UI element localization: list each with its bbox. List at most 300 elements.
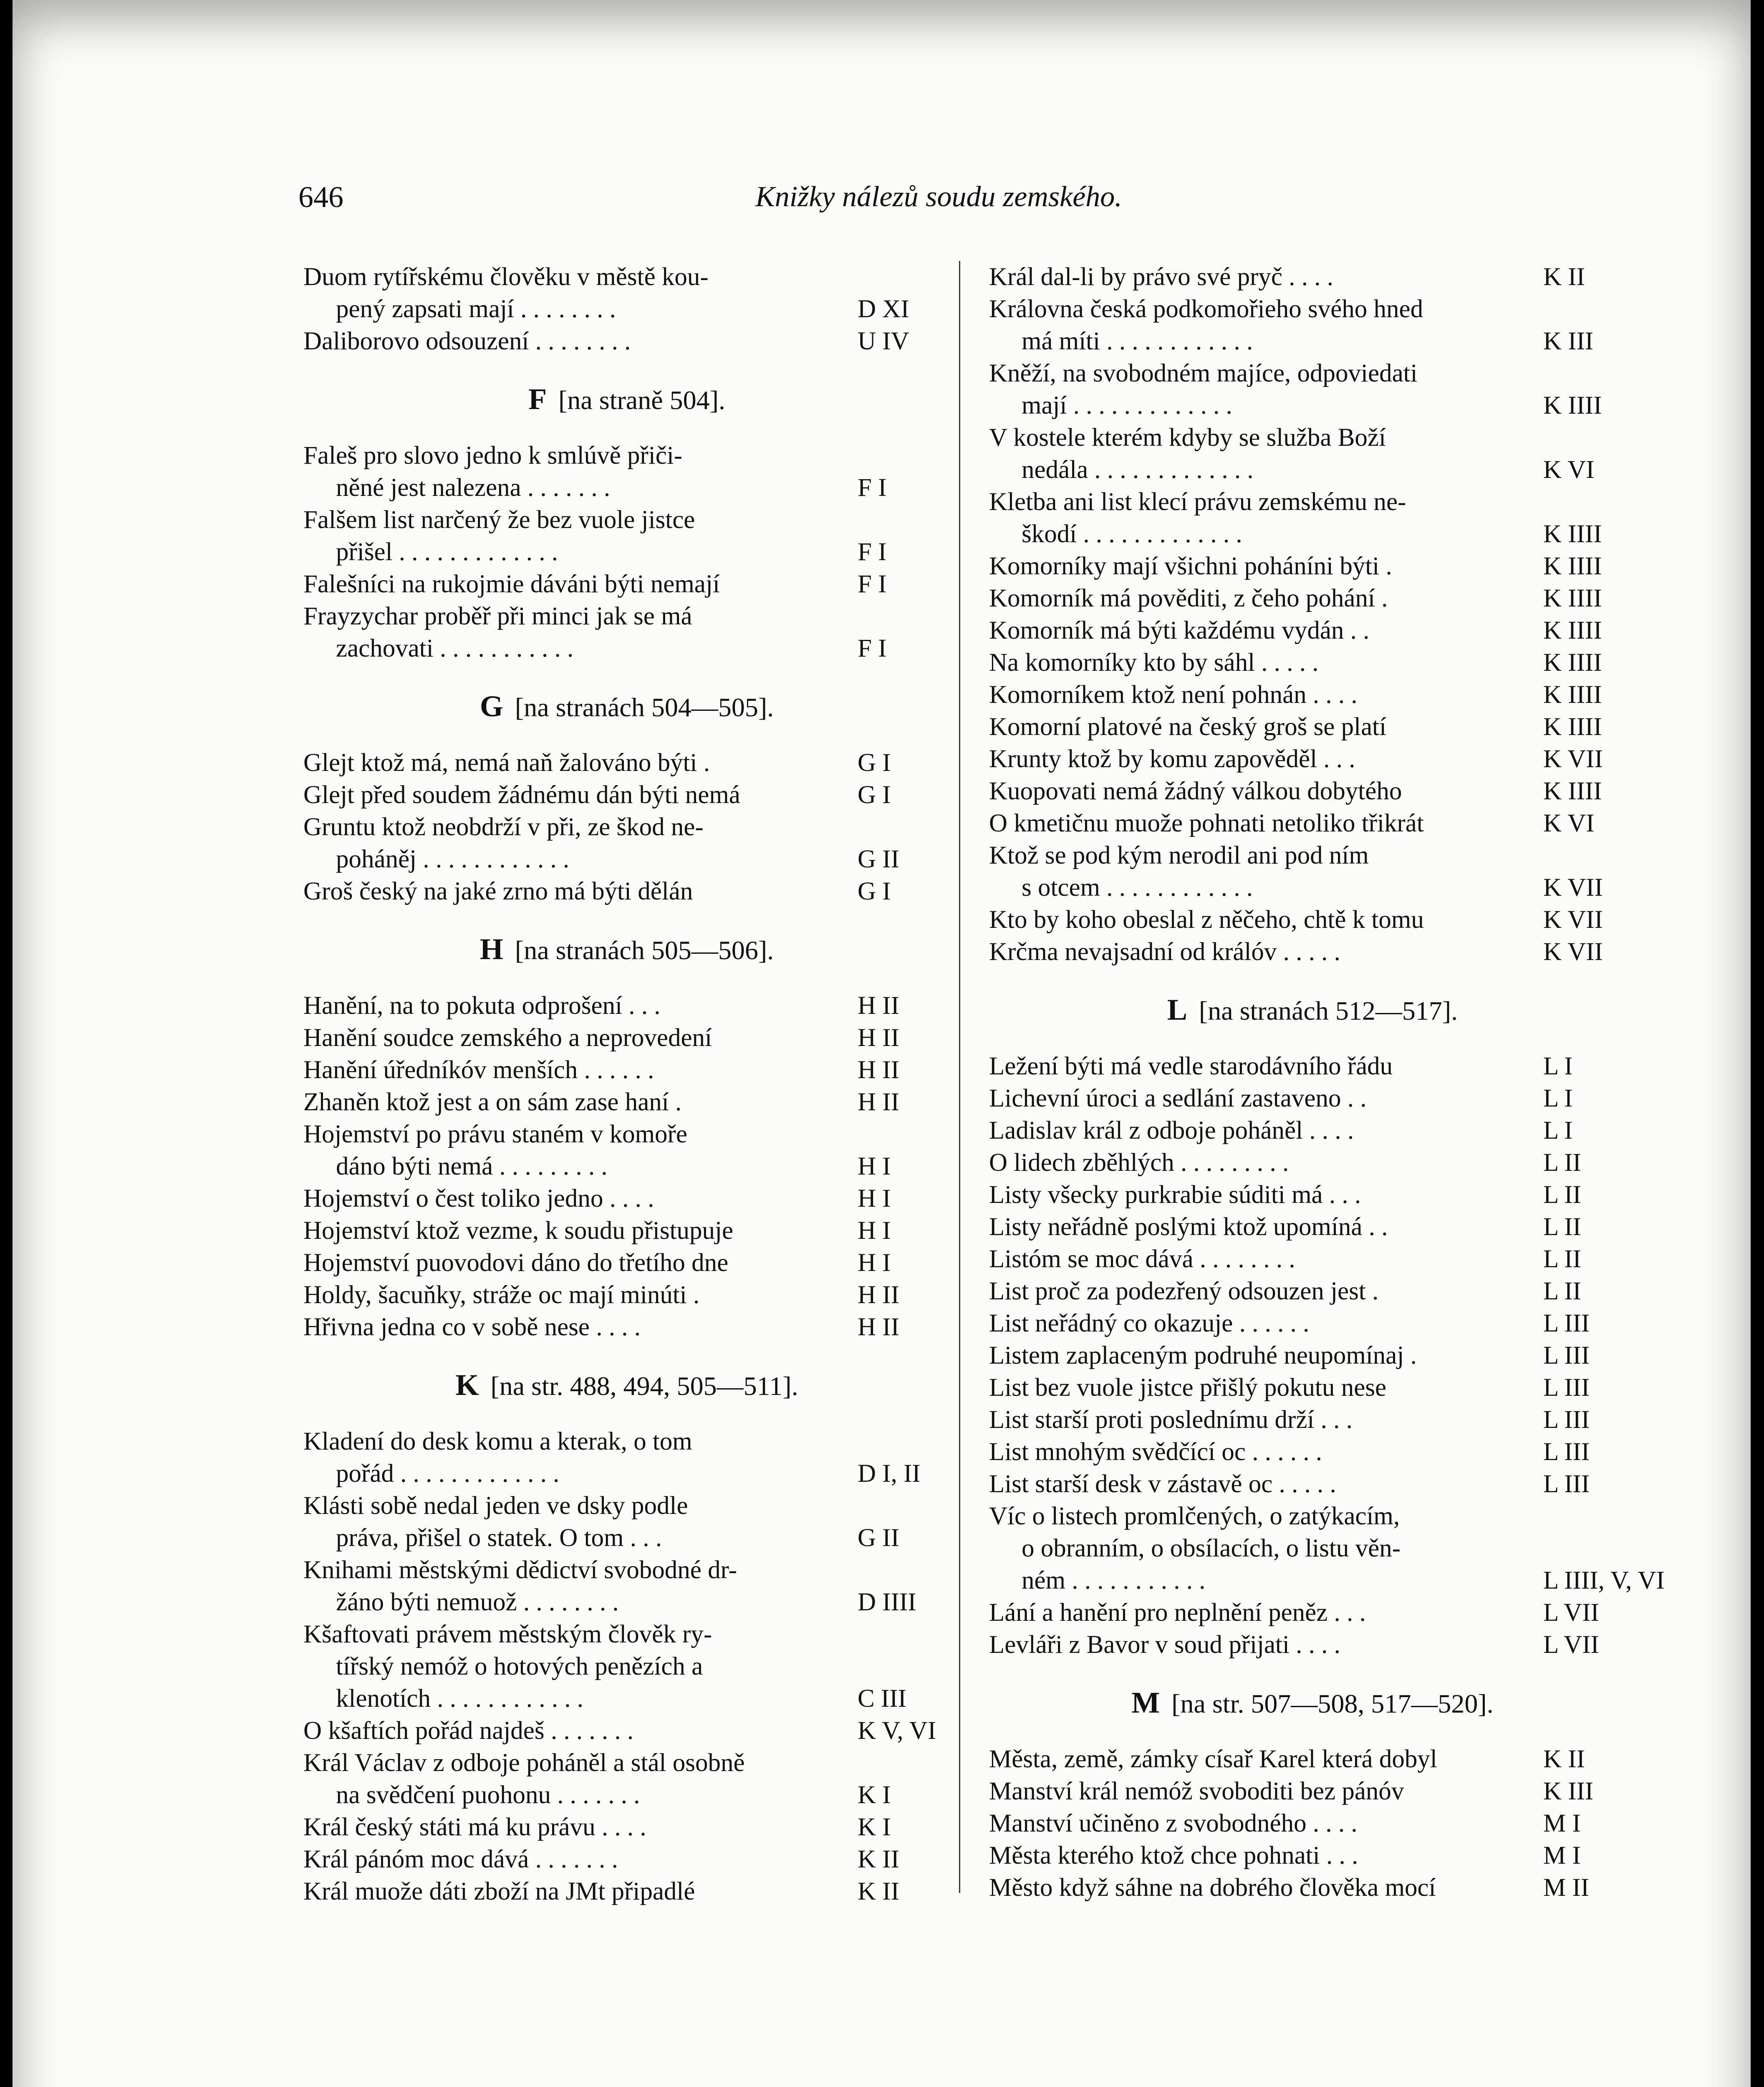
- entry-line: [989, 486, 1636, 518]
- entry-line: [989, 1147, 1636, 1179]
- entry-text: Gruntu ktož neobdrží v při, ze škod ne-: [303, 813, 704, 841]
- entry-line: [989, 422, 1636, 454]
- entry-text: Král pánóm moc dává . . . . . . .: [303, 1845, 618, 1873]
- entry-line: [303, 811, 950, 843]
- entry-text: pořád . . . . . . . . . . . . .: [336, 1460, 560, 1488]
- entry-reference: C III: [858, 1685, 906, 1713]
- entry-line: [989, 1307, 1636, 1339]
- index-entry: [989, 1597, 1636, 1629]
- entry-reference: L III: [1543, 1470, 1590, 1498]
- entry-text: Groš český na jaké zrno má býti dělán: [303, 877, 693, 905]
- entry-text: O kmetičnu muože pohnati netoliko třikrát: [989, 809, 1424, 837]
- entry-text: ném . . . . . . . . . . .: [1022, 1567, 1206, 1594]
- section-heading: [989, 994, 1636, 1027]
- index-entry: [989, 1743, 1636, 1775]
- entry-text: Krčma nevajsadní od králóv . . . . .: [989, 938, 1340, 966]
- index-entry: [989, 1243, 1636, 1275]
- section-page-range: [na stranách 512—517].: [1199, 996, 1458, 1026]
- entry-line: [989, 1468, 1636, 1500]
- entry-reference: K IIII: [1543, 713, 1602, 741]
- entry-line: [989, 1372, 1636, 1404]
- index-entry: [989, 1147, 1636, 1179]
- index-entry: [303, 1279, 950, 1311]
- index-entry: [303, 504, 950, 568]
- entry-reference: K VI: [1543, 809, 1595, 837]
- index-entry: [303, 1054, 950, 1086]
- index-entry: [303, 1086, 950, 1118]
- entry-line: [989, 1275, 1636, 1307]
- entry-line: [303, 600, 950, 632]
- entry-reference: K II: [858, 1845, 899, 1873]
- entry-reference: H II: [858, 992, 899, 1020]
- index-entry: [989, 486, 1636, 550]
- entry-text: Manství král nemóž svoboditi bez pánóv: [989, 1777, 1404, 1805]
- index-entry: [303, 1875, 950, 1908]
- entry-reference: K IIII: [1543, 392, 1602, 419]
- entry-text: poháněj . . . . . . . . . . . .: [336, 845, 570, 873]
- entry-line: [989, 807, 1636, 839]
- entry-line: [303, 779, 950, 811]
- entry-text: Hojemství o čest toliko jedno . . . .: [303, 1185, 654, 1213]
- entry-reference: L III: [1543, 1438, 1590, 1466]
- entry-text: Krunty ktož by komu zapověděl . . .: [989, 745, 1355, 773]
- section-page-range: [na straně 504].: [558, 385, 725, 415]
- section-page-range: [na str. 507—508, 517—520].: [1171, 1689, 1494, 1718]
- entry-reference: H I: [858, 1217, 891, 1245]
- section-letter: F: [528, 382, 547, 416]
- entry-line: [989, 1532, 1636, 1564]
- index-entry: [989, 1468, 1636, 1500]
- entry-line: [989, 936, 1636, 968]
- entry-reference: H II: [858, 1281, 899, 1309]
- entry-line: [989, 839, 1636, 872]
- entry-line: [303, 325, 950, 357]
- entry-text: Komorní platové na český groš se platí: [989, 713, 1387, 741]
- entry-line: [989, 1564, 1665, 1597]
- entry-text: s otcem . . . . . . . . . . . .: [1022, 874, 1253, 902]
- entry-reference: H II: [858, 1088, 899, 1116]
- entry-text: Lání a hanění pro neplnění peněz . . .: [989, 1599, 1366, 1627]
- index-entry: [989, 647, 1636, 679]
- entry-line: [989, 1211, 1636, 1243]
- entry-text: pený zapsati mají . . . . . . . .: [336, 295, 616, 323]
- section-letter: G: [479, 690, 503, 723]
- entry-reference: L II: [1543, 1149, 1581, 1177]
- entry-reference: L II: [1543, 1181, 1581, 1209]
- entry-text: klenotích . . . . . . . . . . . .: [336, 1685, 583, 1713]
- index-entry: [989, 775, 1636, 807]
- entry-line: [989, 647, 1636, 679]
- entry-line: [303, 843, 950, 875]
- index-entry: [989, 1339, 1636, 1372]
- entry-reference: D XI: [858, 295, 909, 323]
- entry-reference: K I: [858, 1813, 891, 1841]
- entry-line: [303, 472, 950, 504]
- index-entry: [989, 550, 1636, 582]
- index-entry: [303, 1425, 950, 1490]
- entry-line: [303, 1811, 950, 1843]
- index-entry: [303, 875, 950, 907]
- entry-text: List mnohým svědčící oc . . . . . .: [989, 1438, 1322, 1466]
- entry-reference: K IIII: [1543, 520, 1602, 548]
- index-entry: [303, 747, 950, 779]
- entry-reference: H I: [858, 1185, 891, 1213]
- entry-reference: G I: [858, 877, 891, 905]
- entry-reference: M II: [1543, 1874, 1590, 1902]
- entry-reference: L III: [1543, 1309, 1590, 1337]
- index-entry: [989, 614, 1636, 647]
- entry-reference: L I: [1543, 1052, 1573, 1080]
- entry-line: [989, 261, 1636, 293]
- entry-line: [303, 1650, 950, 1683]
- entry-line: [989, 1339, 1636, 1372]
- entry-reference: K VII: [1543, 874, 1603, 902]
- entry-reference: L I: [1543, 1084, 1573, 1112]
- entry-line: [303, 1118, 950, 1150]
- section-letter: M: [1131, 1686, 1160, 1719]
- entry-text: na svědčení puohonu . . . . . . .: [336, 1781, 640, 1809]
- entry-text: Kšaftovati právem městským člověk ry-: [303, 1620, 712, 1648]
- entry-line: [989, 1629, 1636, 1661]
- entry-reference: G I: [858, 781, 891, 809]
- entry-line: [989, 904, 1636, 936]
- entry-line: [303, 1425, 950, 1458]
- entry-line: [989, 1179, 1636, 1211]
- entry-line: [303, 1054, 950, 1086]
- entry-reference: K IIII: [1543, 777, 1602, 805]
- entry-reference: D IIII: [858, 1588, 916, 1616]
- entry-text: Víc o listech promlčených, o zatýkacím,: [989, 1502, 1400, 1530]
- entry-line: [989, 1872, 1636, 1904]
- index-entry: [303, 1311, 950, 1343]
- index-entry: [989, 711, 1636, 743]
- index-entry: [989, 422, 1636, 486]
- entry-text: Kto by koho obeslal z něčeho, chtě k tomu: [989, 906, 1424, 934]
- index-entry: [303, 1618, 950, 1715]
- section-page-range: [na str. 488, 494, 505—511].: [490, 1371, 798, 1401]
- index-entry: [303, 568, 950, 600]
- section-letter: H: [479, 932, 503, 966]
- entry-text: Listy všecky purkrabie súditi má . . .: [989, 1181, 1361, 1209]
- entry-reference: G I: [858, 749, 891, 777]
- index-entry: [303, 1554, 950, 1618]
- entry-reference: G II: [858, 1524, 899, 1552]
- entry-line: [989, 1775, 1636, 1807]
- entry-line: [989, 1500, 1636, 1532]
- entry-reference: K VII: [1543, 938, 1603, 966]
- entry-line: [989, 293, 1636, 325]
- entry-line: [989, 872, 1636, 904]
- entry-reference: F I: [858, 570, 887, 598]
- entry-reference: H II: [858, 1024, 899, 1052]
- index-entry: [989, 1179, 1636, 1211]
- entry-reference: M I: [1543, 1842, 1581, 1870]
- entry-text: Holdy, šacuňky, stráže oc mají minúti .: [303, 1281, 700, 1309]
- entry-text: mají . . . . . . . . . . . . .: [1022, 392, 1232, 419]
- entry-line: [303, 990, 950, 1022]
- entry-reference: H II: [858, 1056, 899, 1084]
- page-header: [13, 180, 1751, 214]
- entry-reference: F I: [858, 474, 887, 502]
- index-entry: [303, 811, 950, 875]
- entry-text: V kostele kterém kdyby se služba Boží: [989, 424, 1386, 452]
- entry-text: List proč za podezřený odsouzen jest .: [989, 1277, 1379, 1305]
- entry-text: Ktož se pod kým nerodil ani pod ním: [989, 841, 1369, 869]
- index-entry: [989, 1082, 1636, 1114]
- section-letter: K: [455, 1368, 479, 1402]
- index-entry: [989, 1775, 1636, 1807]
- index-entry: [303, 1022, 950, 1054]
- entry-line: [303, 1522, 950, 1554]
- entry-text: práva, přišel o statek. O tom . . .: [336, 1524, 662, 1552]
- index-column-left: [303, 261, 950, 1908]
- entry-reference: K IIII: [1543, 552, 1602, 580]
- entry-text: Zhaněn ktož jest a on sám zase haní .: [303, 1088, 682, 1116]
- entry-text: Falešníci na rukojmie dáváni býti nemají: [303, 570, 720, 598]
- entry-text: Listóm se moc dává . . . . . . . .: [989, 1245, 1295, 1273]
- entry-text: Listy neřádně poslými ktož upomíná . .: [989, 1213, 1388, 1241]
- entry-line: [303, 261, 950, 293]
- entry-line: [989, 582, 1636, 614]
- entry-line: [989, 1404, 1636, 1436]
- entry-text: Král muože dáti zboží na JMt připadlé: [303, 1877, 695, 1905]
- entry-text: škodí . . . . . . . . . . . . .: [1022, 520, 1242, 548]
- entry-text: Komorníky mají všichni poháníni býti .: [989, 552, 1392, 580]
- entry-reference: G II: [858, 845, 899, 873]
- entry-text: Faleš pro slovo jedno k smlúvě přiči-: [303, 442, 683, 470]
- index-entry: [989, 357, 1636, 422]
- entry-line: [303, 568, 950, 600]
- entry-line: [989, 1743, 1636, 1775]
- entry-text: o obranním, o obsílacích, o listu věn-: [1022, 1534, 1401, 1562]
- index-entry: [989, 293, 1636, 357]
- index-entry: [303, 261, 950, 325]
- entry-text: Kladení do desk komu a kterak, o tom: [303, 1428, 692, 1455]
- entry-line: [303, 1683, 950, 1715]
- entry-text: Na komorníky kto by sáhl . . . . .: [989, 649, 1319, 677]
- entry-text: O kšaftích pořád najdeš . . . . . . .: [303, 1717, 634, 1745]
- index-entry: [303, 600, 950, 665]
- entry-reference: K II: [858, 1877, 899, 1905]
- entry-reference: L II: [1543, 1277, 1581, 1305]
- entry-reference: L III: [1543, 1406, 1590, 1434]
- entry-line: [303, 1554, 950, 1586]
- entry-reference: K II: [1543, 263, 1585, 291]
- entry-line: [989, 1839, 1636, 1872]
- section-heading: [303, 383, 950, 416]
- index-entry: [989, 936, 1636, 968]
- index-entry: [989, 1839, 1636, 1872]
- entry-reference: K V, VI: [858, 1717, 936, 1745]
- entry-line: [989, 1114, 1636, 1147]
- entry-line: [989, 614, 1636, 647]
- entry-reference: K IIII: [1543, 616, 1602, 644]
- entry-line: [303, 1215, 950, 1247]
- entry-reference: K III: [1543, 327, 1594, 355]
- entry-line: [989, 357, 1636, 389]
- entry-line: [989, 1807, 1636, 1839]
- section-page-range: [na stranách 504—505].: [515, 692, 774, 722]
- index-entry: [303, 1247, 950, 1279]
- index-entry: [989, 1211, 1636, 1243]
- entry-text: Komorníkem ktož není pohnán . . . .: [989, 681, 1358, 709]
- entry-reference: K VII: [1543, 906, 1603, 934]
- entry-text: Král Václav z odboje poháněl a stál osobně: [303, 1749, 745, 1777]
- entry-line: [303, 1586, 950, 1618]
- entry-reference: L VII: [1543, 1631, 1599, 1659]
- entry-line: [989, 711, 1636, 743]
- index-entry: [303, 1215, 950, 1247]
- entry-line: [303, 1086, 950, 1118]
- running-title: Knižky nálezů soudu zemského.: [755, 181, 1122, 213]
- entry-text: Hanění úředníkóv menších . . . . . .: [303, 1056, 654, 1084]
- entry-text: Komorník má býti každému vydán . .: [989, 616, 1370, 644]
- index-entry: [303, 1811, 950, 1843]
- entry-text: Kuopovati nemá žádný válkou dobytého: [989, 777, 1402, 805]
- index-entry: [989, 1807, 1636, 1839]
- entry-line: [303, 747, 950, 779]
- section-heading: [989, 1687, 1636, 1720]
- entry-text: Listem zaplaceným podruhé neupomínaj .: [989, 1342, 1417, 1369]
- entry-line: [303, 875, 950, 907]
- entry-reference: L IIII, V, VI: [1543, 1567, 1665, 1594]
- section-page-range: [na stranách 505—506].: [515, 935, 774, 965]
- entry-reference: K III: [1543, 1777, 1594, 1805]
- section-heading: [303, 690, 950, 723]
- entry-reference: L VII: [1543, 1599, 1599, 1627]
- entry-line: [989, 518, 1636, 550]
- entry-text: Hojemství po právu staném v komoře: [303, 1120, 687, 1148]
- entry-text: Města kterého ktož chce pohnati . . .: [989, 1842, 1358, 1870]
- entry-text: Glejt před soudem žádnému dán býti nemá: [303, 781, 740, 809]
- entry-text: nedála . . . . . . . . . . . . .: [1022, 456, 1254, 484]
- index-entry: [989, 1275, 1636, 1307]
- section-heading: [303, 1369, 950, 1402]
- entry-reference: L III: [1543, 1342, 1590, 1369]
- entry-reference: L I: [1543, 1117, 1573, 1145]
- entry-reference: U IV: [858, 327, 909, 355]
- entry-text: Daliborovo odsouzení . . . . . . . .: [303, 327, 631, 355]
- entry-text: List starší desk v zástavě oc . . . . .: [989, 1470, 1336, 1498]
- entry-line: [303, 1458, 950, 1490]
- entry-reference: K VII: [1543, 745, 1603, 773]
- entry-text: Hanění soudce zemského a neprovedení: [303, 1024, 712, 1052]
- entry-line: [989, 550, 1636, 582]
- index-entry: [989, 1307, 1636, 1339]
- entry-line: [303, 293, 950, 325]
- index-entry: [303, 990, 950, 1022]
- entry-reference: M I: [1543, 1809, 1581, 1837]
- entry-line: [303, 1022, 950, 1054]
- entry-line: [989, 1597, 1636, 1629]
- entry-reference: K IIII: [1543, 681, 1602, 709]
- entry-text: přišel . . . . . . . . . . . . .: [336, 538, 558, 566]
- index-entry: [989, 1114, 1636, 1147]
- entry-text: Manství učiněno z svobodného . . . .: [989, 1809, 1358, 1837]
- index-entry: [989, 807, 1636, 839]
- entry-line: [303, 1311, 950, 1343]
- entry-text: Hojemství puovodovi dáno do třetího dne: [303, 1249, 729, 1277]
- entry-line: [989, 1082, 1636, 1114]
- entry-line: [303, 1182, 950, 1215]
- entry-line: [989, 1436, 1636, 1468]
- entry-text: Král český státi má ku právu . . . .: [303, 1813, 646, 1841]
- entry-text: Město když sáhne na dobrého člověka mocí: [989, 1874, 1436, 1902]
- entry-reference: K VI: [1543, 456, 1595, 484]
- index-entry: [303, 779, 950, 811]
- entry-text: List neřádný co okazuje . . . . . .: [989, 1309, 1310, 1337]
- entry-reference: D I, II: [858, 1460, 921, 1488]
- entry-line: [303, 1279, 950, 1311]
- section-heading: [303, 933, 950, 966]
- entry-text: Královna česká podkomořieho svého hned: [989, 295, 1423, 323]
- entry-line: [303, 1747, 950, 1779]
- entry-line: [303, 440, 950, 472]
- entry-text: Města, země, zámky císař Karel která dobyl: [989, 1745, 1437, 1773]
- entry-line: [989, 743, 1636, 775]
- entry-text: Duom rytířskému člověku v městě kou-: [303, 263, 709, 291]
- index-entry: [303, 1182, 950, 1215]
- index-entry: [303, 325, 950, 357]
- book-page: [13, 0, 1751, 2087]
- index-column-right: [989, 261, 1665, 1904]
- entry-text: něné jest nalezena . . . . . . .: [336, 474, 611, 502]
- entry-text: Ležení býti má vedle starodávního řádu: [989, 1052, 1393, 1080]
- entry-line: [303, 1715, 950, 1747]
- column-divider: [959, 261, 960, 1893]
- index-entry: [989, 1500, 1665, 1597]
- entry-text: Klásti sobě nedal jeden ve dsky podle: [303, 1492, 688, 1520]
- entry-line: [303, 1843, 950, 1875]
- entry-text: Kletba ani list klecí právu zemskému ne-: [989, 488, 1406, 516]
- index-entry: [303, 1490, 950, 1554]
- entry-text: O lidech zběhlých . . . . . . . . .: [989, 1149, 1289, 1177]
- entry-reference: H I: [858, 1152, 891, 1180]
- index-entry: [989, 839, 1636, 904]
- index-entry: [303, 440, 950, 504]
- entry-text: Kněží, na svobodném majíce, odpoviedati: [989, 359, 1418, 387]
- section-letter: L: [1167, 993, 1187, 1026]
- entry-text: Král dal-li by právo své pryč . . . .: [989, 263, 1333, 291]
- entry-line: [989, 325, 1636, 357]
- entry-reference: L III: [1543, 1374, 1590, 1402]
- page-number: 646: [298, 180, 343, 214]
- entry-text: Frayzychar proběř při minci jak se má: [303, 602, 692, 630]
- entry-text: Falšem list narčený že bez vuole jistce: [303, 506, 695, 534]
- entry-reference: F I: [858, 538, 887, 566]
- entry-line: [303, 536, 950, 568]
- index-entry: [303, 1747, 950, 1811]
- entry-text: Ladislav král z odboje poháněl . . . .: [989, 1117, 1354, 1145]
- entry-text: dáno býti nemá . . . . . . . . .: [336, 1152, 608, 1180]
- index-entry: [989, 1404, 1636, 1436]
- entry-reference: L II: [1543, 1245, 1581, 1273]
- index-entry: [989, 1436, 1636, 1468]
- entry-text: Hojemství ktož vezme, k soudu přistupuje: [303, 1217, 734, 1245]
- entry-reference: H I: [858, 1249, 891, 1277]
- entry-text: Levláři z Bavor v soud přijati . . . .: [989, 1631, 1340, 1659]
- entry-text: Hanění, na to pokuta odprošení . . .: [303, 992, 661, 1020]
- entry-line: [989, 775, 1636, 807]
- entry-text: Hřivna jedna co v sobě nese . . . .: [303, 1313, 641, 1341]
- entry-text: má míti . . . . . . . . . . . .: [1022, 327, 1253, 355]
- entry-text: Komorník má pověditi, z čeho pohání .: [989, 584, 1388, 612]
- entry-line: [989, 1050, 1636, 1082]
- entry-reference: L II: [1543, 1213, 1581, 1241]
- entry-line: [303, 504, 950, 536]
- entry-line: [989, 1243, 1636, 1275]
- entry-text: List starší proti poslednímu drží . . .: [989, 1406, 1353, 1434]
